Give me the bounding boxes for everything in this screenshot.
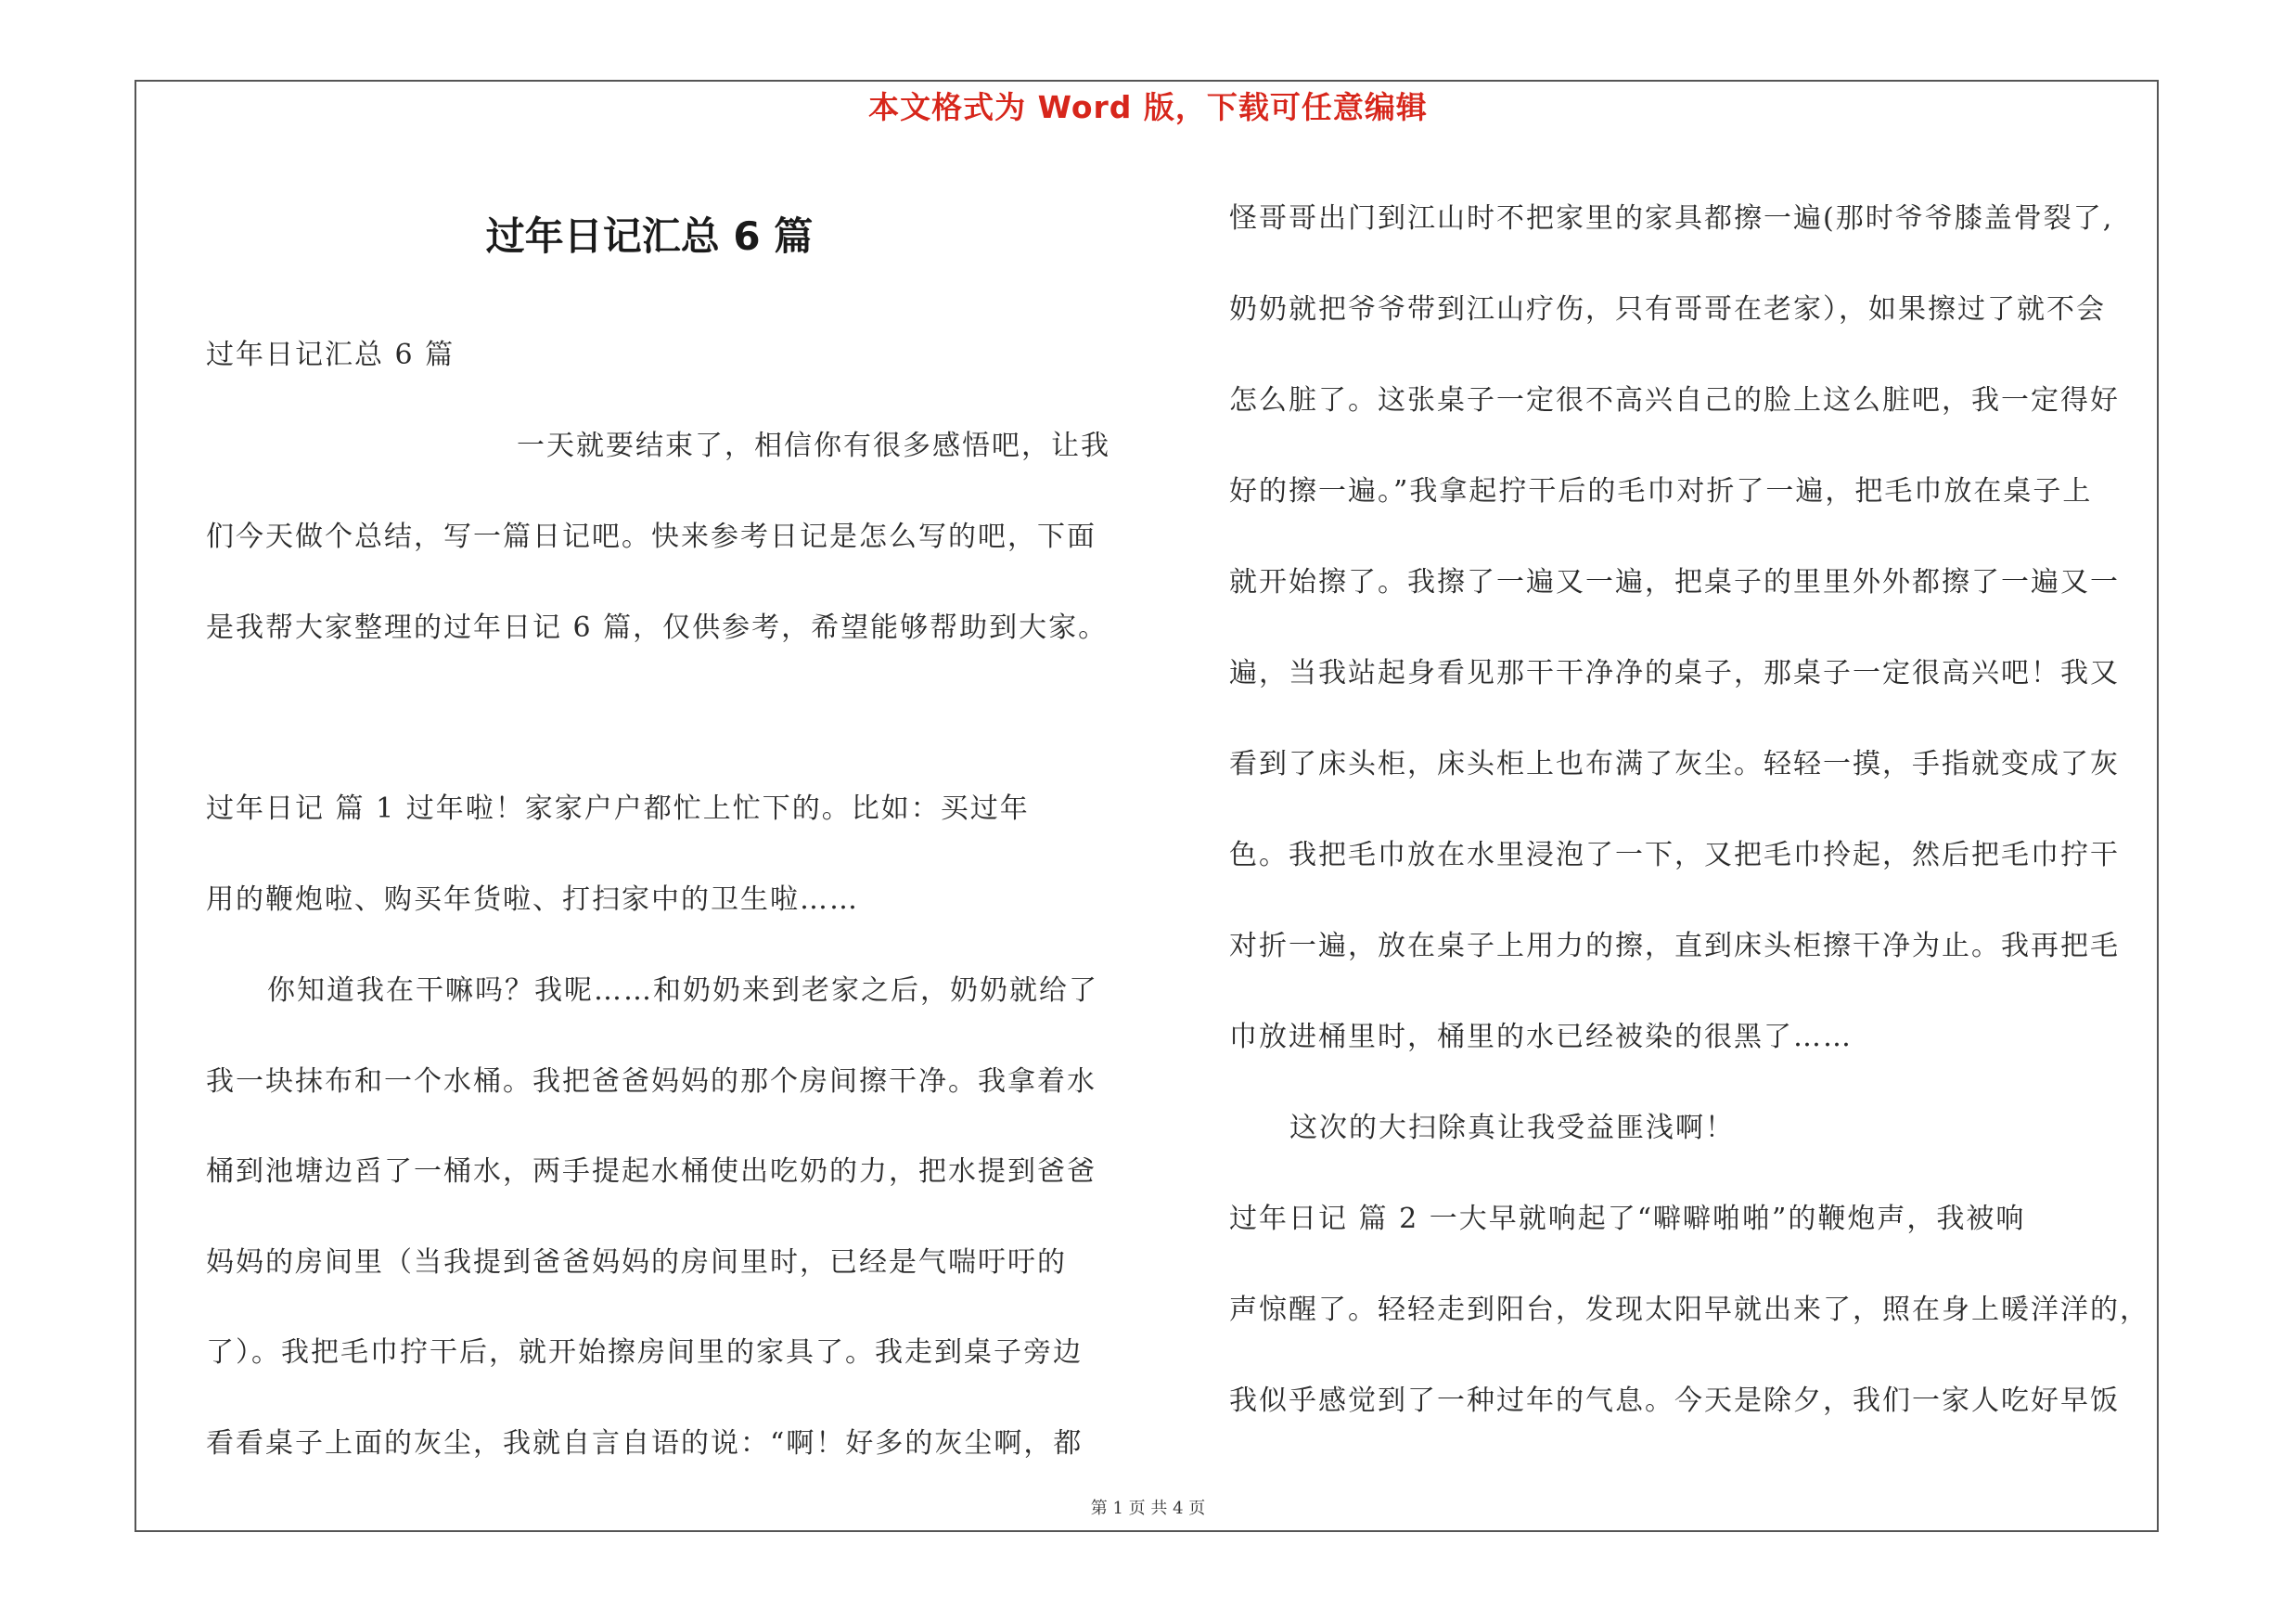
right-line-body: 巾放进桶里时，桶里的水已经被染的很黑了……: [1229, 1021, 1853, 1053]
right-line-body: 色。我把毛巾放在水里浸泡了一下，又把毛巾拎起，然后把毛巾拧干: [1229, 839, 2120, 871]
left-line-subtitle: 过年日记汇总 6 篇: [206, 339, 455, 371]
left-line-intro-3: 是我帮大家整理的过年日记 6 篇，仅供参考，希望能够帮助到大家。: [206, 612, 1109, 644]
left-line-intro-2: 们今天做个总结，写一篇日记吧。快来参考日记是怎么写的吧，下面: [206, 521, 1097, 553]
right-line-body: 好的擦一遍。”我拿起拧干后的毛巾对折了一遍，把毛巾放在桌子上: [1229, 475, 2093, 508]
right-line-body: 我似乎感觉到了一种过年的气息。今天是除夕，我们一家人吃好早饭: [1229, 1385, 2120, 1417]
left-line-body: 用的鞭炮啦、购买年货啦、打扫家中的卫生啦……: [206, 883, 859, 916]
left-line-entry-1-heading: 过年日记 篇 1 过年啦！家家户户都忙上忙下的。比如：买过年: [206, 792, 1030, 825]
left-line-body: 看看桌子上面的灰尘，我就自言自语的说：“啊！好多的灰尘啊，都: [206, 1427, 1084, 1460]
right-line-body: 这次的大扫除真让我受益匪浅啊！: [1289, 1112, 1735, 1144]
right-line-body: 声惊醒了。轻轻走到阳台，发现太阳早就出来了，照在身上暖洋洋的，: [1229, 1294, 2149, 1326]
left-line-intro-1: 一天就要结束了，相信你有很多感悟吧，让我: [517, 430, 1110, 462]
right-line-body: 遍，当我站起身看见那干干净净的桌子，那桌子一定很高兴吧！我又: [1229, 657, 2120, 689]
right-line-body: 奶奶就把爷爷带到江山疗伤，只有哥哥在老家），如果擦过了就不会: [1229, 293, 2106, 326]
right-line-entry-2-heading: 过年日记 篇 2 一大早就响起了“噼噼啪啪”的鞭炮声，我被响: [1229, 1203, 2026, 1235]
left-line-body: 我一块抹布和一个水桶。我把爸爸妈妈的那个房间擦干净。我拿着水: [206, 1065, 1097, 1098]
right-line-body: 怎么脏了。这张桌子一定很不高兴自己的脸上这么脏吧，我一定得好: [1229, 384, 2120, 417]
left-line-body: 你知道我在干嘛吗？我呢……和奶奶来到老家之后，奶奶就给了: [267, 974, 1098, 1007]
word-format-banner: 本文格式为 Word 版，下载可任意编辑: [868, 89, 1428, 125]
right-line-body: 对折一遍，放在桌子上用力的擦，直到床头柜擦干净为止。我再把毛: [1229, 930, 2120, 962]
left-line-body: 妈妈的房间里（当我提到爸爸妈妈的房间里时，已经是气喘吁吁的: [206, 1246, 1067, 1279]
right-line-body: 怪哥哥出门到江山时不把家里的家具都擦一遍(那时爷爷膝盖骨裂了,: [1229, 202, 2114, 235]
left-line-body: 桶到池塘边舀了一桶水，两手提起水桶使出吃奶的力，把水提到爸爸: [206, 1155, 1097, 1188]
page-number-footer: 第 1 页 共 4 页: [1090, 1499, 1206, 1518]
right-line-body: 看到了床头柜，床头柜上也布满了灰尘。轻轻一摸，手指就变成了灰: [1229, 748, 2120, 780]
right-line-body: 就开始擦了。我擦了一遍又一遍，把桌子的里里外外都擦了一遍又一: [1229, 566, 2120, 599]
left-line-body: 了）。我把毛巾拧干后，就开始擦房间里的家具了。我走到桌子旁边: [206, 1336, 1083, 1369]
document-title: 过年日记汇总 6 篇: [485, 213, 814, 259]
